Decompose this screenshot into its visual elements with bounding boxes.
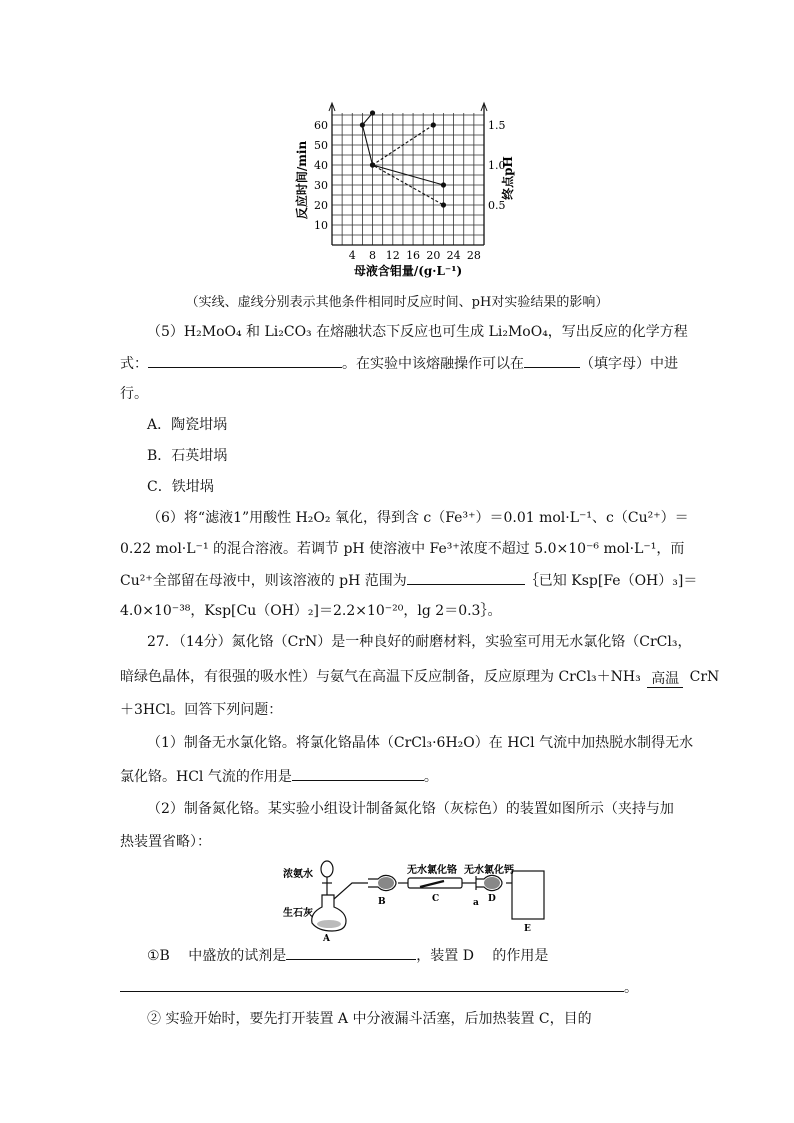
y-left-tick-label: 30 [314, 179, 328, 192]
y-left-tick-label: 40 [314, 159, 328, 172]
label-d: D [488, 894, 496, 904]
label-c: C [432, 894, 440, 904]
q27-p2b: 热装置省略）： [120, 834, 211, 850]
data-point [441, 182, 446, 187]
x-axis-label: 母液含钼量/(g·L⁻¹) [353, 264, 463, 278]
container-e [512, 871, 544, 919]
y-right-tick-label: 1.5 [488, 119, 506, 132]
y-right-tick-label: 1.0 [488, 159, 506, 172]
separatory-funnel [321, 861, 333, 877]
condition-text: 高温 [651, 671, 680, 687]
option-c[interactable]: C．铁坩埚 [147, 479, 214, 495]
y-left-tick-label: 50 [314, 139, 328, 152]
q27-line3: ＋3HCl。回答下列问题： [120, 702, 283, 718]
data-point [360, 122, 365, 127]
label-a: A [323, 934, 330, 944]
option-a[interactable]: A．陶瓷坩埚 [147, 417, 228, 433]
y-right-axis-label: 终点pH [501, 156, 515, 200]
q27-sub1-cont [120, 977, 680, 998]
label-e: E [524, 924, 531, 934]
q27-sub1b: ，装置 D 的作用是 [416, 948, 549, 964]
q27-p1b: 氯化铬。HCl 气流的作用是 [120, 769, 292, 785]
data-point [431, 122, 436, 127]
chart-grid [332, 113, 484, 245]
q27-line2b: CrN [689, 669, 720, 685]
chart [0, 0, 794, 285]
crucible-blank[interactable] [524, 353, 580, 368]
y-left-tick-label: 10 [314, 219, 328, 232]
label-crcl3: 无水氯化铬 [407, 865, 457, 876]
x-tick-label: 20 [426, 249, 441, 262]
q27-sub1-end: 。 [624, 980, 638, 996]
q5-line2 [120, 353, 680, 374]
reaction-arrow-line [647, 687, 683, 688]
label-clamp-a: a [473, 898, 479, 908]
x-tick-label: 12 [385, 249, 400, 262]
x-tick-label: 16 [406, 249, 421, 262]
q27-line1: 27．（14分）氮化铬（CrN）是一种良好的耐磨材料，实验室可用无水氯化铬（CrCl₃， [147, 634, 692, 650]
q27-p2a: （2）制备氮化铬。某实验小组设计制备氮化铬（灰棕色）的装置如图所示（夹持与加 [147, 801, 674, 817]
option-b[interactable]: B．石英坩埚 [147, 448, 228, 464]
y-left-tick-label: 60 [314, 119, 328, 132]
chart-ticks [314, 119, 506, 262]
tube-a-b [334, 883, 368, 899]
q27-line2a: 暗绿色晶体，有很强的吸水性）与氨气在高温下反应制备，反应原理为 CrCl₃＋NH₃ [120, 669, 641, 685]
device-d-role-blank[interactable] [120, 977, 624, 992]
chart-caption: （实线、虚线分别表示其他条件相同时反应时间、pH对实验结果的影响） [185, 295, 609, 310]
q6-line3b: ｛已知 Ksp[Fe（OH）₃]＝ [524, 573, 698, 589]
q27-sub1 [147, 945, 707, 966]
data-point [370, 110, 375, 115]
label-lime: 生石灰 [283, 908, 313, 919]
x-tick-label: 24 [446, 249, 461, 262]
q27-p1b-line [120, 766, 680, 787]
x-tick-label: 4 [348, 249, 356, 262]
y-left-tick-label: 20 [314, 199, 328, 212]
y-left-axis-label: 反应时间/min [295, 140, 309, 220]
q5-line2c: （填字母）中进 [580, 356, 678, 372]
data-point [370, 162, 375, 167]
q5-line2a: 式： [120, 356, 148, 372]
y-right-tick-label: 0.5 [488, 199, 506, 212]
reagent-b-blank[interactable] [286, 945, 416, 960]
apparatus-diagram [0, 855, 794, 944]
q27-p1c: 。 [423, 769, 438, 785]
q6-line3 [120, 570, 698, 591]
q27-sub2: ② 实验开始时，要先打开装置 A 中分液漏斗活塞，后加热装置 C，目的 [147, 1011, 592, 1027]
equation-blank[interactable] [148, 353, 342, 368]
x-tick-label: 28 [466, 249, 481, 262]
chart-axes [329, 103, 487, 245]
q27-line2 [120, 667, 720, 687]
label-ammonia: 浓氨水 [283, 869, 313, 880]
q6-line2: 0.22 mol·L⁻¹ 的混合溶液。若调节 pH 使溶液中 Fe³⁺浓度不超过 5.0×10⁻⁶ mol·L⁻¹，而 [120, 541, 685, 557]
q6-line4: 4.0×10⁻³⁸，Ksp[Cu（OH）₂]＝2.2×10⁻²⁰，lg 2＝0.3｝。 [120, 603, 502, 619]
q27-sub1a: ①B 中盛放的试剂是 [147, 948, 287, 964]
label-cacl2: 无水氯化钙 [464, 865, 514, 876]
q5-line3: 行。 [120, 386, 148, 402]
q27-p1a: （1）制备无水氯化铬。将氯化铬晶体（CrCl₃·6H₂O）在 HCl 气流中加热脱水制得无水 [147, 735, 694, 751]
ph-range-blank[interactable] [407, 570, 525, 585]
q5-line2b: 。在实验中该熔融操作可以在 [342, 356, 524, 372]
q6-line3a: Cu²⁺全部留在母液中，则该溶液的 pH 范围为 [120, 573, 407, 589]
x-tick-label: 8 [369, 249, 377, 262]
hcl-role-blank[interactable] [292, 766, 424, 781]
q6-line1: （6）将“滤液1”用酸性 H₂O₂ 氧化，得到含 c（Fe³⁺）＝0.01 mol·L⁻¹、c（Cu²⁺）＝ [147, 510, 689, 526]
data-point [441, 202, 446, 207]
q5-line1: （5）H₂MoO₄ 和 Li₂CO₃ 在熔融状态下反应也可生成 Li₂MoO₄，写出反应的化学方程 [147, 324, 688, 340]
label-b: B [378, 897, 386, 907]
